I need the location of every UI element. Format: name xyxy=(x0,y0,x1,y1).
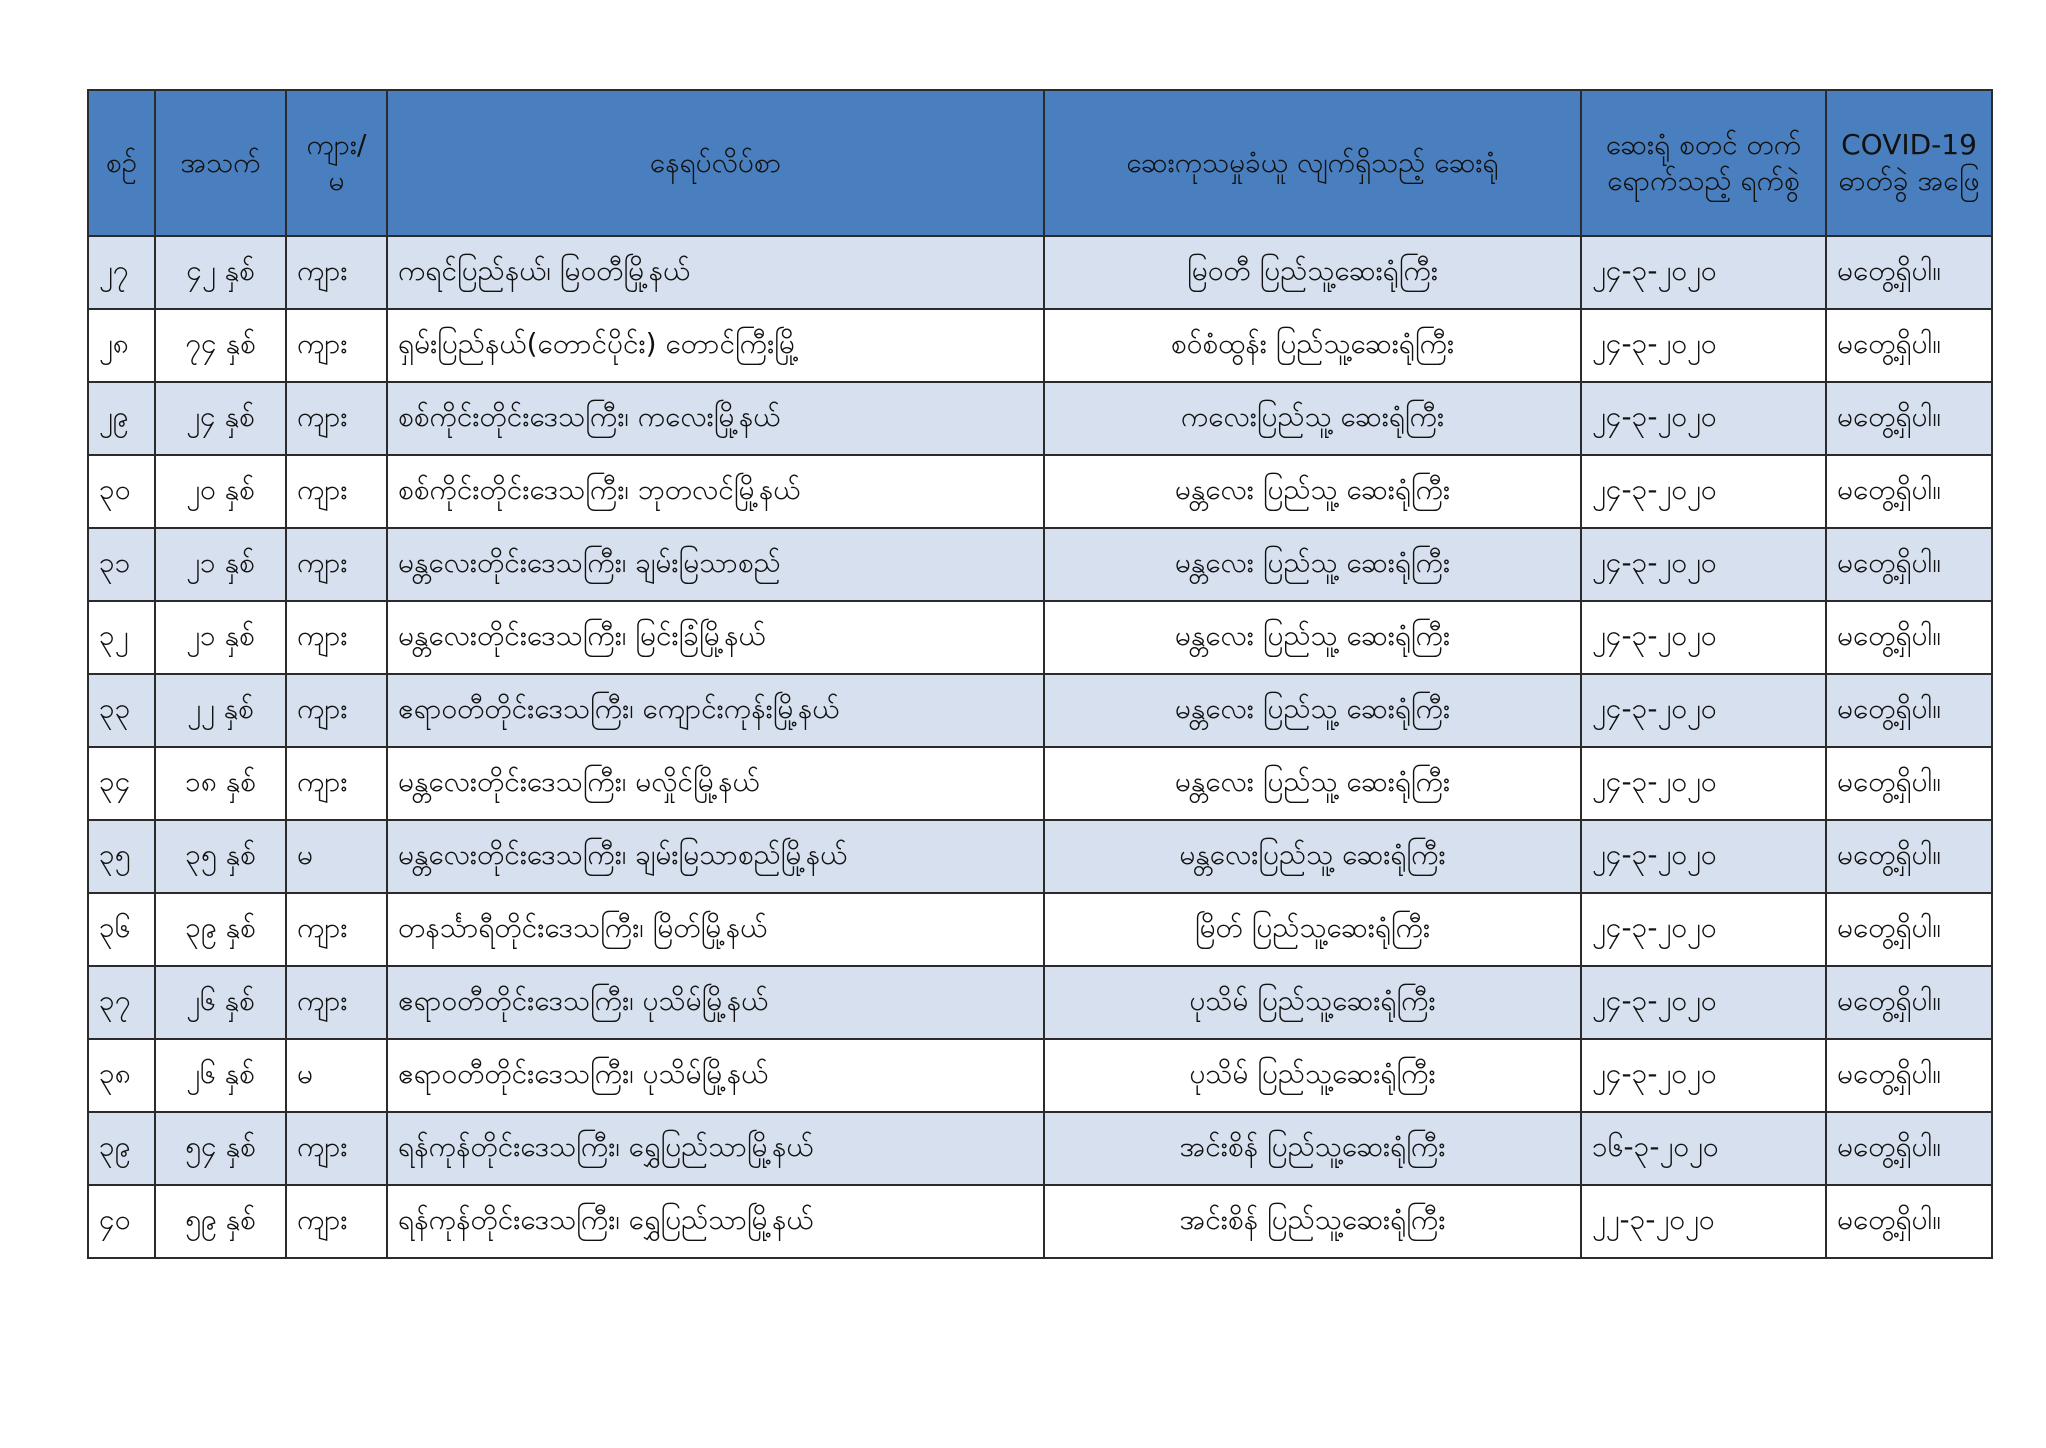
cell-hospital: မန္တလေး ပြည်သူ့ ဆေးရုံကြီး xyxy=(1044,747,1581,820)
cell-age: ၂၁ နှစ် xyxy=(155,528,286,601)
cell-hospital: ပုသိမ် ပြည်သူ့ဆေးရုံကြီး xyxy=(1044,1039,1581,1112)
cell-test-result: မတွေ့ရှိပါ။ xyxy=(1826,528,1992,601)
cell-admission-date: ၂၄-၃-၂၀၂၀ xyxy=(1581,966,1826,1039)
cell-serial: ၃၅ xyxy=(88,820,155,893)
cell-address: မန္တလေးတိုင်းဒေသကြီး၊ ချမ်းမြသာစည်မြို့နယ် xyxy=(387,820,1044,893)
cell-address: ရန်ကုန်တိုင်းဒေသကြီး၊ ရွှေပြည်သာမြို့နယ် xyxy=(387,1185,1044,1258)
cell-admission-date: ၂၄-၃-၂၀၂၀ xyxy=(1581,601,1826,674)
cell-test-result: မတွေ့ရှိပါ။ xyxy=(1826,893,1992,966)
cell-serial: ၄၀ xyxy=(88,1185,155,1258)
cell-hospital: မန္တလေး ပြည်သူ့ ဆေးရုံကြီး xyxy=(1044,455,1581,528)
cell-admission-date: ၂၄-၃-၂၀၂၀ xyxy=(1581,455,1826,528)
cell-hospital: အင်းစိန် ပြည်သူ့ဆေးရုံကြီး xyxy=(1044,1185,1581,1258)
header-address: နေရပ်လိပ်စာ xyxy=(387,90,1044,236)
cell-test-result: မတွေ့ရှိပါ။ xyxy=(1826,1185,1992,1258)
cell-sex: ကျား xyxy=(286,1112,387,1185)
cell-sex: ကျား xyxy=(286,382,387,455)
cell-address: စစ်ကိုင်းတိုင်းဒေသကြီး၊ ဘုတလင်မြို့နယ် xyxy=(387,455,1044,528)
cell-age: ၂၆ နှစ် xyxy=(155,966,286,1039)
cell-serial: ၃၉ xyxy=(88,1112,155,1185)
cell-sex: ကျား xyxy=(286,455,387,528)
cell-admission-date: ၂၄-၃-၂၀၂၀ xyxy=(1581,1039,1826,1112)
cell-admission-date: ၂၄-၃-၂၀၂၀ xyxy=(1581,893,1826,966)
cell-hospital: မြိတ် ပြည်သူ့ဆေးရုံကြီး xyxy=(1044,893,1581,966)
cell-address: တနင်္သာရီတိုင်းဒေသကြီး၊ မြိတ်မြို့နယ် xyxy=(387,893,1044,966)
cell-sex: မ xyxy=(286,1039,387,1112)
cell-test-result: မတွေ့ရှိပါ။ xyxy=(1826,674,1992,747)
cell-admission-date: ၂၄-၃-၂၀၂၀ xyxy=(1581,747,1826,820)
cell-serial: ၃၈ xyxy=(88,1039,155,1112)
cell-admission-date: ၂၄-၃-၂၀၂၀ xyxy=(1581,382,1826,455)
cell-address: မန္တလေးတိုင်းဒေသကြီး၊ မြင်းခြံမြို့နယ် xyxy=(387,601,1044,674)
cell-hospital: မန္တလေးပြည်သူ့ ဆေးရုံကြီး xyxy=(1044,820,1581,893)
cell-address: မန္တလေးတိုင်းဒေသကြီး၊ ချမ်းမြသာစည် xyxy=(387,528,1044,601)
cell-test-result: မတွေ့ရှိပါ။ xyxy=(1826,601,1992,674)
cell-age: ၃၉ နှစ် xyxy=(155,893,286,966)
cell-sex: ကျား xyxy=(286,966,387,1039)
table-row xyxy=(88,820,1992,893)
cell-serial: ၃၂ xyxy=(88,601,155,674)
cell-serial: ၃၃ xyxy=(88,674,155,747)
table-row xyxy=(88,893,1992,966)
table-row xyxy=(88,601,1992,674)
cell-hospital: စဝ်စံထွန်း ပြည်သူ့ဆေးရုံကြီး xyxy=(1044,309,1581,382)
cell-age: ၅၉ နှစ် xyxy=(155,1185,286,1258)
table-row xyxy=(88,966,1992,1039)
cell-address: ဧရာဝတီတိုင်းဒေသကြီး၊ ကျောင်းကုန်းမြို့နယ် xyxy=(387,674,1044,747)
cell-address: ကရင်ပြည်နယ်၊ မြဝတီမြို့နယ် xyxy=(387,236,1044,309)
table-row xyxy=(88,1039,1992,1112)
cell-serial: ၂၇ xyxy=(88,236,155,309)
cell-test-result: မတွေ့ရှိပါ။ xyxy=(1826,1112,1992,1185)
cell-address: ဧရာဝတီတိုင်းဒေသကြီး၊ ပုသိမ်မြို့နယ် xyxy=(387,1039,1044,1112)
cell-hospital: မန္တလေး ပြည်သူ့ ဆေးရုံကြီး xyxy=(1044,601,1581,674)
header-hospital: ဆေးကုသမှုခံယူ လျက်ရှိသည့် ဆေးရုံ xyxy=(1044,90,1581,236)
cell-sex: ကျား xyxy=(286,747,387,820)
cell-age: ၅၄ နှစ် xyxy=(155,1112,286,1185)
cell-address: ဧရာဝတီတိုင်းဒေသကြီး၊ ပုသိမ်မြို့နယ် xyxy=(387,966,1044,1039)
cell-address: စစ်ကိုင်းတိုင်းဒေသကြီး၊ ကလေးမြို့နယ် xyxy=(387,382,1044,455)
table-body xyxy=(88,236,1992,1258)
cell-serial: ၂၈ xyxy=(88,309,155,382)
cell-age: ၃၅ နှစ် xyxy=(155,820,286,893)
cell-age: ၂၀ နှစ် xyxy=(155,455,286,528)
cell-hospital: အင်းစိန် ပြည်သူ့ဆေးရုံကြီး xyxy=(1044,1112,1581,1185)
cell-age: ၁၈ နှစ် xyxy=(155,747,286,820)
cell-admission-date: ၂၄-၃-၂၀၂၀ xyxy=(1581,309,1826,382)
cell-sex: ကျား xyxy=(286,528,387,601)
cell-hospital: မန္တလေး ပြည်သူ့ ဆေးရုံကြီး xyxy=(1044,528,1581,601)
cell-test-result: မတွေ့ရှိပါ။ xyxy=(1826,966,1992,1039)
cell-address: မန္တလေးတိုင်းဒေသကြီး၊ မလှိုင်မြို့နယ် xyxy=(387,747,1044,820)
cell-age: ၄၂ နှစ် xyxy=(155,236,286,309)
cell-sex: ကျား xyxy=(286,1185,387,1258)
cell-serial: ၂၉ xyxy=(88,382,155,455)
cell-test-result: မတွေ့ရှိပါ။ xyxy=(1826,455,1992,528)
cell-address: ရှမ်းပြည်နယ်(တောင်ပိုင်း) တောင်ကြီးမြို့ xyxy=(387,309,1044,382)
cell-admission-date: ၁၆-၃-၂၀၂၀ xyxy=(1581,1112,1826,1185)
cell-age: ၂၁ နှစ် xyxy=(155,601,286,674)
header-serial: စဉ် xyxy=(88,90,155,236)
cell-hospital: ပုသိမ် ပြည်သူ့ဆေးရုံကြီး xyxy=(1044,966,1581,1039)
cell-age: ၂၂ နှစ် xyxy=(155,674,286,747)
table-row xyxy=(88,674,1992,747)
cell-age: ၂၆ နှစ် xyxy=(155,1039,286,1112)
cell-sex: ကျား xyxy=(286,309,387,382)
cell-serial: ၃၁ xyxy=(88,528,155,601)
header-test-result: COVID-19 ဓာတ်ခွဲ အဖြေ xyxy=(1826,90,1992,236)
table-header-row xyxy=(88,90,1992,236)
table-row xyxy=(88,309,1992,382)
cell-hospital: ကလေးပြည်သူ့ ဆေးရုံကြီး xyxy=(1044,382,1581,455)
cell-admission-date: ၂၄-၃-၂၀၂၀ xyxy=(1581,674,1826,747)
cell-sex: ကျား xyxy=(286,674,387,747)
cell-serial: ၃၄ xyxy=(88,747,155,820)
table-row xyxy=(88,455,1992,528)
cell-test-result: မတွေ့ရှိပါ။ xyxy=(1826,820,1992,893)
cell-admission-date: ၂၄-၃-၂၀၂၀ xyxy=(1581,528,1826,601)
cell-test-result: မတွေ့ရှိပါ။ xyxy=(1826,747,1992,820)
cell-serial: ၃၇ xyxy=(88,966,155,1039)
cell-test-result: မတွေ့ရှိပါ။ xyxy=(1826,309,1992,382)
cell-hospital: မြဝတီ ပြည်သူ့ဆေးရုံကြီး xyxy=(1044,236,1581,309)
cell-test-result: မတွေ့ရှိပါ။ xyxy=(1826,382,1992,455)
cell-test-result: မတွေ့ရှိပါ။ xyxy=(1826,236,1992,309)
header-sex: ကျား/ မ xyxy=(286,90,387,236)
cell-age: ၂၄ နှစ် xyxy=(155,382,286,455)
cell-sex: ကျား xyxy=(286,601,387,674)
patient-test-results-table xyxy=(87,89,1993,1259)
cell-admission-date: ၂၂-၃-၂၀၂၀ xyxy=(1581,1185,1826,1258)
table-row xyxy=(88,747,1992,820)
cell-serial: ၃၀ xyxy=(88,455,155,528)
table-row xyxy=(88,1112,1992,1185)
table-row xyxy=(88,1185,1992,1258)
header-admission-date: ဆေးရုံ စတင် တက်ရောက်သည့် ရက်စွဲ xyxy=(1581,90,1826,236)
table-row xyxy=(88,236,1992,309)
cell-sex: ကျား xyxy=(286,236,387,309)
cell-serial: ၃၆ xyxy=(88,893,155,966)
cell-hospital: မန္တလေး ပြည်သူ့ ဆေးရုံကြီး xyxy=(1044,674,1581,747)
cell-admission-date: ၂၄-၃-၂၀၂၀ xyxy=(1581,236,1826,309)
cell-admission-date: ၂၄-၃-၂၀၂၀ xyxy=(1581,820,1826,893)
header-age: အသက် xyxy=(155,90,286,236)
cell-sex: ကျား xyxy=(286,893,387,966)
cell-age: ၇၄ နှစ် xyxy=(155,309,286,382)
table-row xyxy=(88,382,1992,455)
cell-test-result: မတွေ့ရှိပါ။ xyxy=(1826,1039,1992,1112)
cell-address: ရန်ကုန်တိုင်းဒေသကြီး၊ ရွှေပြည်သာမြို့နယ် xyxy=(387,1112,1044,1185)
cell-sex: မ xyxy=(286,820,387,893)
table-row xyxy=(88,528,1992,601)
